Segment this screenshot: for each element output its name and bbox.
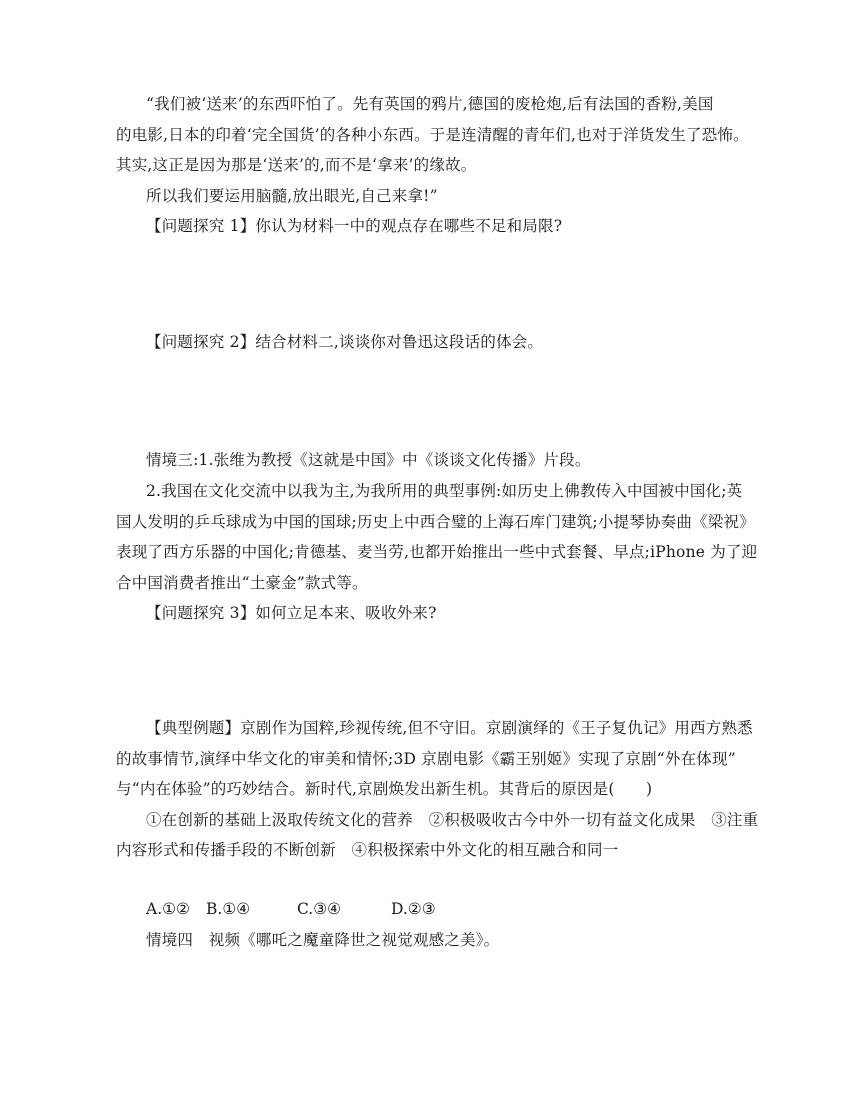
- scenario3-line-4: 表现了西方乐器的中国化;肯德基、麦当劳,也都开始推出一些中式套餐、早点;iPhone 为了迎: [116, 543, 758, 561]
- option-c: C.③④: [297, 900, 342, 918]
- option-d: D.②③: [391, 900, 436, 918]
- material2-line-4: 所以我们要运用脑髓,放出眼光,自己来拿!”: [146, 187, 438, 205]
- scenario3-line-1: 情境三:1.张维为教授《这就是中国》中《谈谈文化传播》片段。: [146, 451, 591, 469]
- scenario3-line-3: 国人发明的乒乓球成为中国的国球;历史上中西合璧的上海石库门建筑;小提琴协奏曲《梁祝》: [116, 513, 755, 531]
- question-3: 【问题探究 3】如何立足本来、吸收外来?: [146, 604, 437, 622]
- material2-line-1: “我们被‘送来’的东西吓怕了。先有英国的鸦片,德国的废枪炮,后有法国的香粉,美国: [146, 95, 714, 113]
- scenario3-line-5: 合中国消费者推出“土豪金”款式等。: [116, 574, 368, 592]
- scenario3-line-2: 2.我国在文化交流中以我为主,为我所用的典型事例:如历史上佛教传入中国被中国化;英: [146, 482, 743, 500]
- example-line-4: ①在创新的基础上汲取传统文化的营养 ②积极吸收古今中外一切有益文化成果 ③注重: [146, 811, 759, 829]
- example-line-5: 内容形式和传播手段的不断创新 ④积极探索中外文化的相互融合和同一: [116, 841, 619, 859]
- question-1: 【问题探究 1】你认为材料一中的观点存在哪些不足和局限?: [146, 217, 563, 235]
- option-a: A.①②: [146, 900, 190, 918]
- example-line-3: 与“内在体验”的巧妙结合。新时代,京剧焕发出新生机。其背后的原因是( ): [116, 780, 653, 798]
- option-b: B.①④: [206, 900, 251, 918]
- material2-line-3: 其实,这正是因为那是‘送来’的,而不是‘拿来’的缘故。: [116, 156, 477, 174]
- material2-line-2: 的电影,日本的印着‘完全国货’的各种小东西。于是连清醒的青年们,也对于洋货发生了恐怖。: [116, 126, 749, 144]
- question-2: 【问题探究 2】结合材料二,谈谈你对鲁迅这段话的体会。: [146, 333, 544, 351]
- scenario-4: 情境四 视频《哪吒之魔童降世之视觉观感之美》。: [146, 931, 500, 949]
- example-line-1: 【典型例题】京剧作为国粹,珍视传统,但不守旧。京剧演绎的《王子复仇记》用西方熟悉: [146, 719, 753, 737]
- example-line-2: 的故事情节,演绎中华文化的审美和情怀;3D 京剧电影《霸王别姬》实现了京剧“外在体现”: [116, 750, 736, 768]
